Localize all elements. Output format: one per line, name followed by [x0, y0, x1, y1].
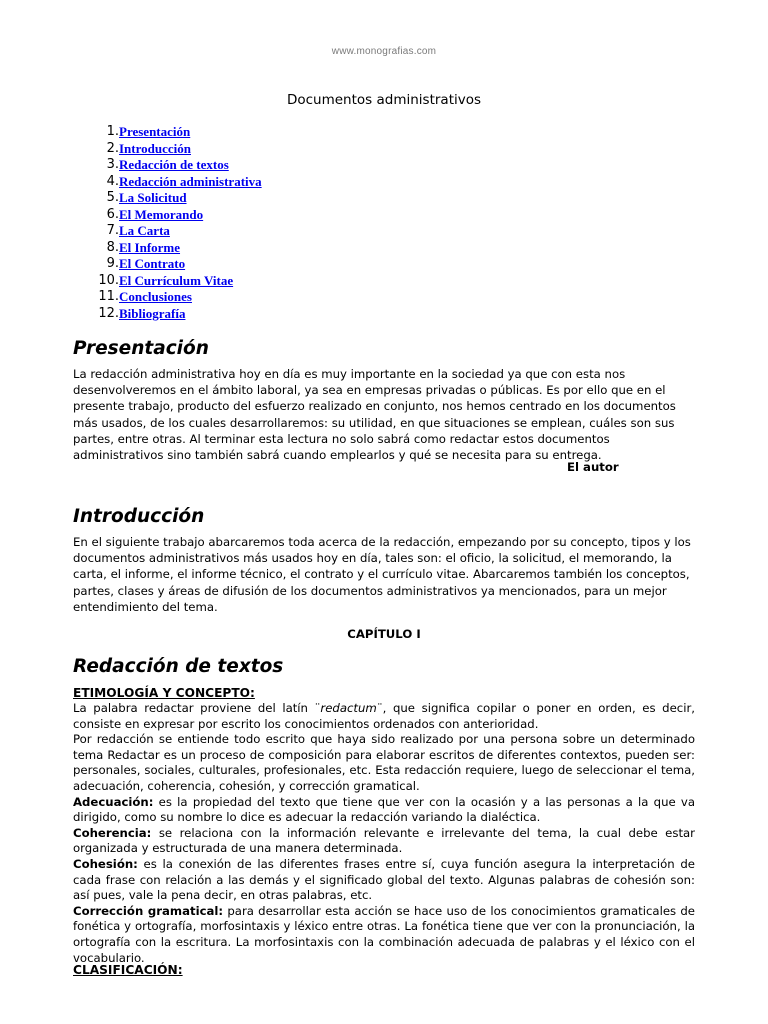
toc-item	[95, 124, 262, 141]
toc-item	[95, 240, 262, 257]
page-title: Documentos administrativos	[286, 92, 482, 108]
toc-link-curriculum-vitae[interactable]: El Currículum Vitae	[119, 272, 234, 288]
toc-link-bibliografia[interactable]: Bibliografía	[119, 305, 186, 321]
toc-link-presentacion[interactable]: Presentación	[119, 124, 191, 139]
toc-number: 4.	[106, 173, 119, 189]
toc-item	[95, 256, 262, 273]
etimologia-paragraph	[73, 701, 695, 732]
section-heading-presentacion: Presentación	[73, 338, 209, 359]
toc-number: 11.	[98, 289, 119, 304]
redaccion-body	[73, 701, 695, 966]
toc-link-solicitud[interactable]: La Solicitud	[119, 190, 187, 205]
text-run: ¨, que significa copilar o poner en orden, es decir, consiste en expresar por escrito los conocimientos ordenados con anterioridad.	[73, 701, 695, 731]
text-run: para desarrollar esta acción se hace uso de los conocimientos gramaticales de fonética y ortografía, morfosintaxis y léxico entre otras. La fonética tiene que ver con la pronunciación, la ortografía con la escritura. La morfosintaxis con la combinación adecuada de palabras y el léxico con el vocabulario.	[73, 903, 695, 965]
toc-link-redaccion-administrativa[interactable]: Redacción administrativa	[119, 173, 262, 189]
toc-number: 5.	[106, 190, 119, 205]
term-adecuacion: Adecuación:	[73, 794, 154, 809]
table-of-contents	[95, 124, 262, 322]
toc-item	[95, 207, 262, 224]
text-run: se relaciona con la información relevante e irrelevante del tema, la cual debe estar organizada y estructurada de una manera determinada.	[73, 825, 695, 856]
toc-link-memorando[interactable]: El Memorando	[119, 206, 204, 222]
introduccion-paragraph: En el siguiente trabajo abarcaremos toda acerca de la redacción, empezando por su concepto, tipos y los documentos administrativos más usados hoy en día, tales son: el oficio, la solicitud, el memorando, la carta, el informe, el informe técnico, el contrato y el currículo vitae. Abarcaremos también los conceptos, partes, clases y áreas de difusión de los documentos administrativos ya mencionados, para un mejor entendimiento del tema.	[73, 535, 691, 614]
toc-link-introduccion[interactable]: Introducción	[119, 140, 191, 156]
toc-item	[95, 289, 262, 306]
toc-item	[95, 190, 262, 207]
correccion-paragraph	[73, 904, 695, 966]
term-cohesion: Cohesión:	[73, 856, 138, 871]
toc-number: 1.	[106, 124, 119, 139]
toc-number: 12.	[98, 305, 119, 321]
toc-item	[95, 223, 262, 240]
section-heading-redaccion: Redacción de textos	[73, 656, 284, 677]
toc-item	[95, 174, 262, 191]
latin-term: redactum	[320, 701, 377, 715]
term-coherencia: Coherencia:	[73, 825, 152, 840]
toc-item	[95, 157, 262, 174]
term-correccion: Corrección gramatical:	[73, 903, 224, 918]
text-run: es la conexión de las diferentes frases entre sí, cuya función asegura la interpretación de cada frase con relación a las demás y el significado global del texto. Algunas palabras de cohesión son: así pues, vale la pena decir, en otras palabras, etc.	[73, 856, 695, 903]
cohesion-paragraph	[73, 857, 695, 904]
toc-number: 3.	[106, 157, 119, 172]
toc-item	[95, 273, 262, 290]
toc-link-conclusiones[interactable]: Conclusiones	[119, 289, 192, 304]
toc-number: 2.	[106, 140, 119, 156]
toc-number: 9.	[106, 256, 119, 271]
toc-item	[95, 306, 262, 323]
text-run: La palabra redactar proviene del latín ¨	[73, 701, 321, 715]
adecuacion-paragraph	[73, 795, 695, 826]
subheading-etimologia: ETIMOLOGÍA Y CONCEPTO:	[73, 686, 255, 700]
toc-item	[95, 141, 262, 158]
text-run: es la propiedad del texto que tiene que ver con la ocasión y a las personas a la que va dirigido, como su nombre lo dice es adecuar la redacción variando la dialéctica.	[73, 794, 695, 825]
toc-number: 7.	[106, 223, 119, 238]
toc-link-redaccion-textos[interactable]: Redacción de textos	[119, 157, 229, 172]
toc-number: 6.	[106, 206, 119, 222]
header-url: www.monografias.com	[331, 46, 437, 57]
signature-author: El autor	[567, 460, 619, 474]
toc-link-informe[interactable]: El Informe	[119, 239, 181, 255]
toc-number: 8.	[106, 239, 119, 255]
presentacion-paragraph: La redacción administrativa hoy en día es muy importante en la sociedad ya que con esta nos desenvolveremos en el ámbito laboral, ya sea en empresas privadas o públicas. Es por ello que en el presente trabajo, producto del esfuerzo realizado en conjunto, nos hemos centrado en los documentos más usados, de los cuales desarrollaremos: su utilidad, en que situaciones se emplean, cuáles son sus partes, entre otras. Al terminar esta lectura no solo sabrá como redactar estos documentos administrativos sino también sabrá cuando emplearlos y qué se necesita para su entrega.	[73, 367, 676, 463]
toc-link-carta[interactable]: La Carta	[119, 223, 170, 238]
toc-number: 10.	[98, 272, 119, 288]
coherencia-paragraph	[73, 826, 695, 857]
subheading-clasificacion: CLASIFICACIÓN:	[73, 963, 183, 977]
chapter-label: CAPÍTULO I	[347, 627, 421, 641]
concepto-paragraph: Por redacción se entiende todo escrito que haya sido realizado por una persona sobre un determinado tema Redactar es un proceso de composición para elaborar escritos de diferentes contextos, pueden ser: personales, sociales, culturales, profesionales, etc. Esta redacción requiere, luego de seleccionar el tema, adecuación, coherencia, cohesión, y corrección gramatical.	[73, 732, 695, 793]
toc-link-contrato[interactable]: El Contrato	[119, 256, 186, 271]
section-heading-introduccion: Introducción	[73, 506, 205, 527]
